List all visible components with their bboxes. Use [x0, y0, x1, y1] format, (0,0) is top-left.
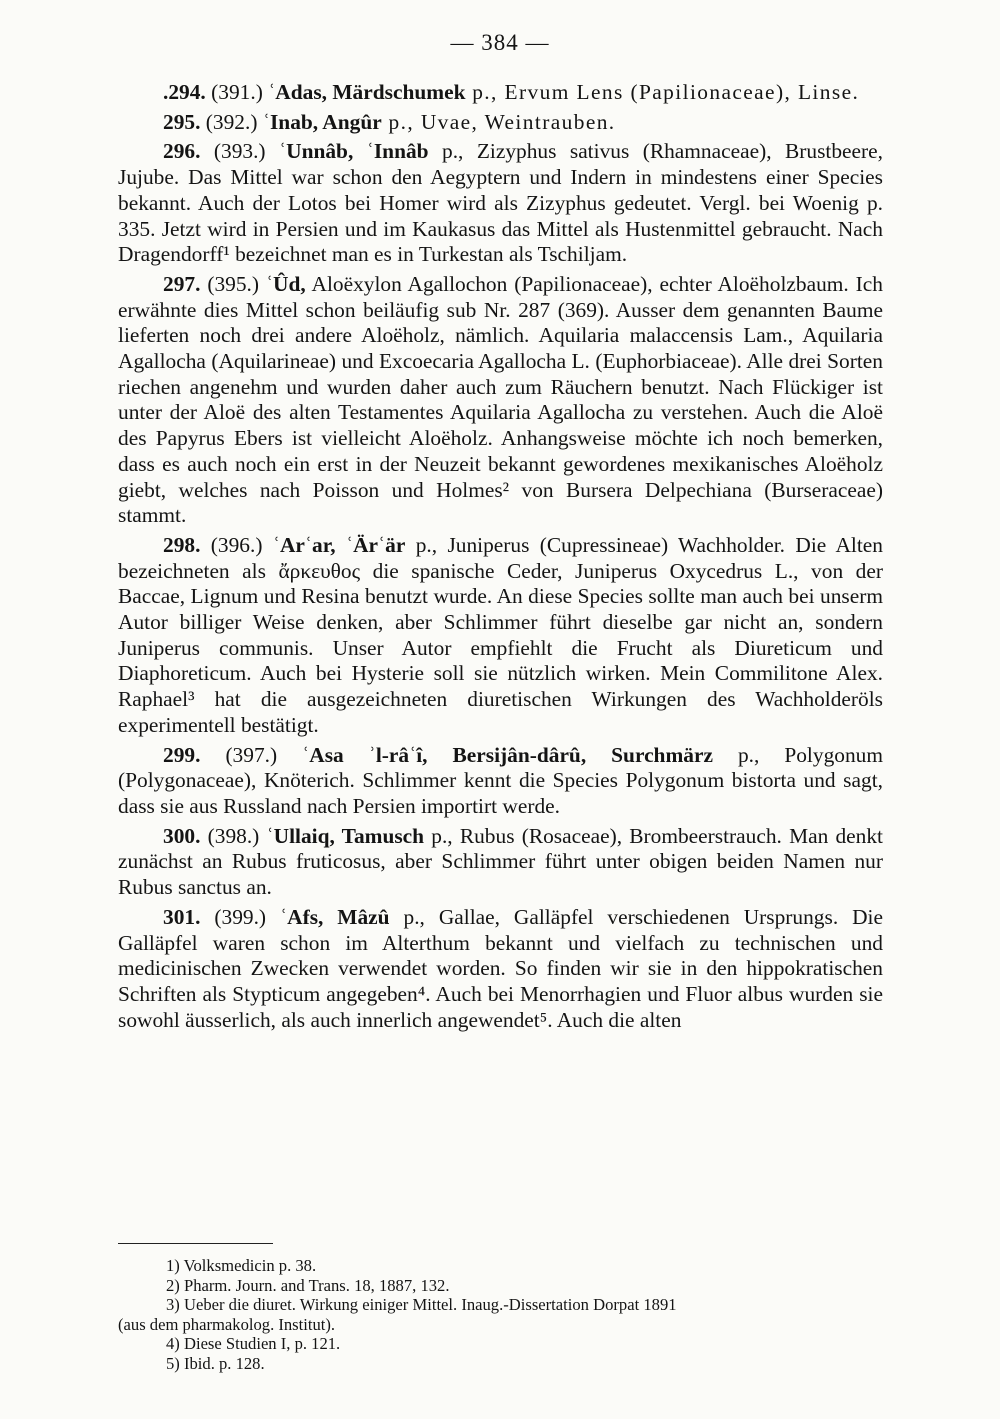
entry-names: ʿAdas, Märdschumek [268, 80, 466, 104]
entry-text: p., Ervum Lens (Papilionaceae), Linse. [465, 80, 860, 104]
entry-295 [118, 110, 883, 136]
entry-300 [118, 824, 883, 901]
footnote-1: 1) Volksmedicin p. 38. [166, 1256, 317, 1275]
entry-text: p., Rubus (Rosaceae), Brombeerstrauch. Man denkt zunächst an Rubus fruticosus, aber Schlimmer führt unter obigen beiden Namen nur Rubus sanctus an. [118, 823, 883, 900]
entry-ref: (391.) [211, 80, 263, 104]
entry-number: 295. [163, 109, 201, 134]
entry-number: 297. [163, 271, 201, 296]
entry-names: ʿUnnâb, ʿInnâb [279, 139, 429, 164]
entry-ref: (396.) [210, 532, 263, 557]
entry-ref: (399.) [214, 904, 267, 929]
entry-text: p., Juniperus (Cupressineae) Wachholder. Die Alten bezeichneten als ἄρκευθος die spanische Ceder, Juniperus Oxycedrus L., von der Baccae, Lignum und Resina benutzt wurde. An diese Species sollte man auch bei unserm Autor billiger Weise denken, aber Schlimmer führt dieselbe gar nicht an, sondern Juniperus communis. Unser Autor empfiehlt die Frucht als Diureticum und Diaphoreticum. Auch bei Hysterie soll sie nützlich wirken. Mein Commilitone Alex. Raphael³ hat die ausgezeichneten diuretischen Wirkungen des Wachholderöls experimentell bestätigt. [118, 532, 883, 737]
footnote-4: 4) Diese Studien I, p. 121. [166, 1334, 341, 1353]
entry-ref: (398.) [207, 823, 260, 848]
footnote-2: 2) Pharm. Journ. and Trans. 18, 1887, 132. [166, 1275, 450, 1295]
entry-text: Aloëxylon Agallochon (Papilionaceae), echter Aloëholzbaum. Ich erwähnte dies Mittel schon beiläufig sub Nr. 287 (369). Ausser dem genannten Baume lieferten noch drei andere Aloëholz, nämlich. Aquilaria malaccensis Lam., Aquilaria Agallocha (Aquilarineae) und Excoecaria Agallocha L. (Euphorbiaceae). Alle drei Sorten riechen angenehm und wurden daher auch zum Räuchern benutzt. Nach Flückiger ist unter der Aloë des alten Testamentes Aquilaria Agallocha zu verstehen. Auch die Aloë des Papyrus Ebers ist vielleicht Aloëholz. Anhangsweise möchte ich noch bemerken, dass es auch noch ein erst in der Neuzeit bekannt gewordenes mexikanisches Aloëholz giebt, welches nach Poisson und Holmes² von Bursera Delpechiana (Burseraceae) stammt. [118, 271, 883, 528]
entry-ref: (395.) [207, 271, 260, 296]
entry-names: ʿÛd, [265, 271, 306, 296]
entry-names: ʿAsa ʾl-râʿî, Bersijân-dârû, Surchmärz [302, 742, 713, 767]
entry-number: 298. [163, 532, 201, 557]
footnote-3-continuation: (aus dem pharmakolog. Institut). [118, 1314, 336, 1334]
main-text [118, 80, 883, 1037]
entry-number: 299. [163, 742, 201, 767]
entry-names: ʿAfs, Mâzû [280, 904, 390, 929]
footnote-5: 5) Ibid. p. 128. [166, 1353, 265, 1373]
entry-number: .294. [163, 80, 206, 104]
entry-ref: (392.) [205, 109, 258, 134]
entry-299 [118, 743, 883, 820]
entry-ref: (397.) [225, 742, 278, 767]
footnote-3: 3) Ueber die diuret. Wirkung einiger Mittel. Inaug.-Dissertation Dorpat 1891 [166, 1295, 677, 1314]
entry-names: ʿInab, Angûr [262, 109, 382, 134]
entry-number: 301. [163, 904, 201, 929]
entry-names: ʿArʿar, ʿÄrʿär [272, 532, 406, 557]
entry-text: p., Zizyphus sativus (Rhamnaceae), Brustbeere, Jujube. Das Mittel war schon den Aegyptern und Indern in mindestens einer Species bekannt. Auch der Lotos bei Homer wird als Zizyphus gedeutet. Vergl. bei Woenig p. 335. Jetzt wird in Persien und im Kaukasus das Mittel als Hustenmittel gebraucht. Nach Dragendorff¹ bezeichnet man es in Turkestan als Tschiljam. [118, 139, 884, 267]
entry-number: 296. [163, 139, 201, 164]
entry-number: 300. [163, 823, 201, 848]
entry-ref: (393.) [213, 139, 266, 164]
entry-text: p., Polygonum (Polygonaceae), Knöterich. Schlimmer kennt die Species Polygonum bistorta und sagt, dass sie aus Russland nach Persien importirt werde. [118, 742, 883, 818]
page-number: — 384 — [450, 30, 550, 55]
entry-294 [118, 80, 883, 106]
footnote-separator [118, 1243, 273, 1244]
entry-names: ʿUllaiq, Tamusch [266, 823, 425, 848]
entry-text: p., Gallae, Galläpfel verschiedenen Ursprungs. Die Galläpfel waren schon im Alterthum bekannt und vielfach zu technischen und medicinischen Zwecken verwendet worden. So finden wir sie in den hippokratischen Schriften als Stypticum angegeben⁴. Auch bei Menorrhagien und Fluor albus wurden sie sowohl äusserlich, als auch innerlich angewendet⁵. Auch die alten [118, 904, 883, 1032]
entry-text: p., Uvae, Weintrauben. [381, 109, 616, 134]
entry-296 [118, 139, 883, 268]
footnotes [118, 1256, 883, 1373]
entry-298 [118, 533, 883, 739]
entry-297 [118, 272, 883, 529]
entry-301 [118, 905, 883, 1034]
